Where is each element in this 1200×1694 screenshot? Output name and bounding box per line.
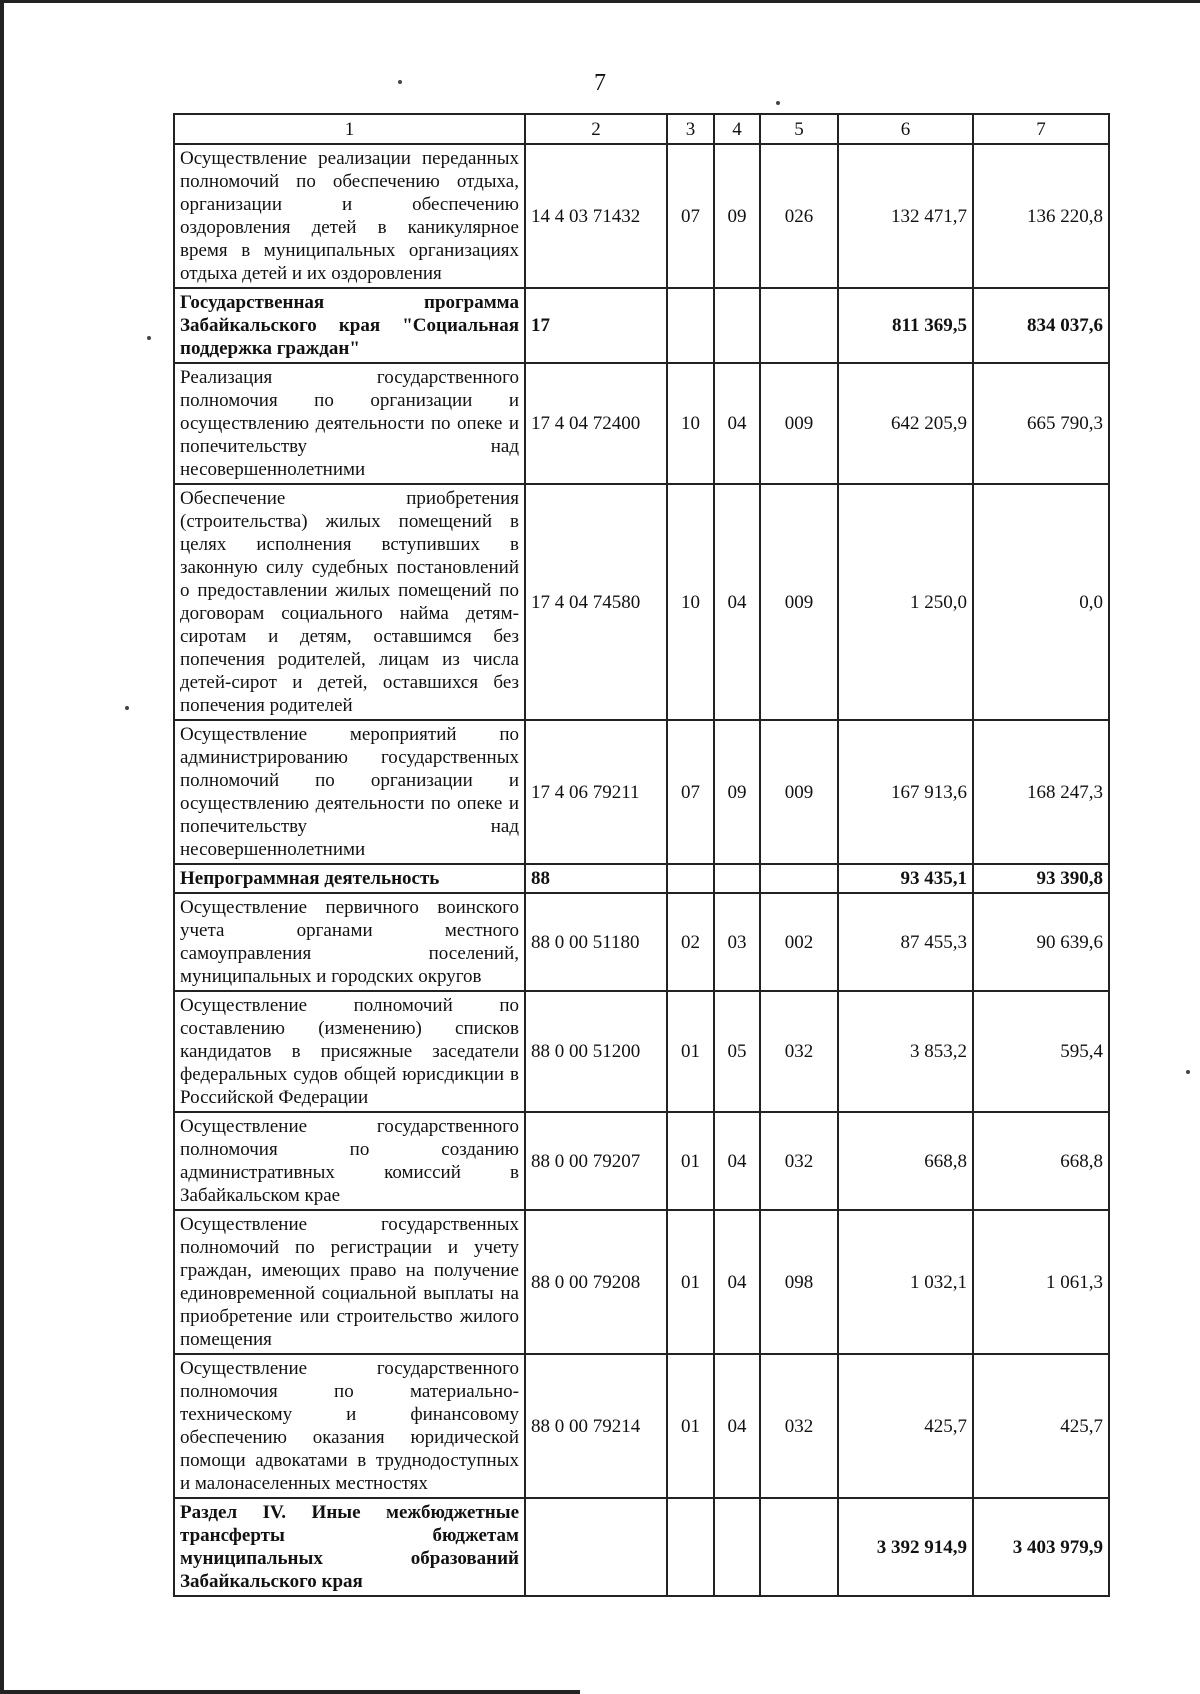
description-cell: Государственная программа Забайкальского края "Социальная поддержка граждан" — [174, 288, 525, 363]
description-cell: Обеспечение приобретения (строительства) жилых помещений в целях исполнения вступивших в законную силу судебных постановлений о предоставлении жилых помещений по договорам социального найма детям-сиротам и детям, оставшимся без попечения родителей, лицам из числа детей-сирот и детей, оставшихся без попечения родителей — [174, 484, 525, 720]
code-cell: 88 0 00 51180 — [525, 893, 667, 991]
description-cell: Реализация государственного полномочия по организации и осуществлению деятельности по опеке и попечительству над несовершеннолетними — [174, 363, 525, 484]
table-row — [174, 484, 1109, 720]
amount-year2-cell: 168 247,3 — [973, 720, 1109, 864]
subsection-cell: 04 — [714, 1112, 760, 1210]
table-row — [174, 144, 1109, 288]
expense-type-cell — [760, 1498, 838, 1596]
subsection-cell: 09 — [714, 720, 760, 864]
subsection-cell: 04 — [714, 1354, 760, 1498]
amount-year1-cell: 132 471,7 — [838, 144, 973, 288]
expense-type-cell: 032 — [760, 991, 838, 1112]
amount-year2-cell: 3 403 979,9 — [973, 1498, 1109, 1596]
table-row — [174, 720, 1109, 864]
section-cell: 01 — [667, 991, 714, 1112]
amount-year2-cell: 1 061,3 — [973, 1210, 1109, 1354]
subsection-cell: 04 — [714, 1210, 760, 1354]
amount-year1-cell: 425,7 — [838, 1354, 973, 1498]
amount-year2-cell: 668,8 — [973, 1112, 1109, 1210]
description-cell: Осуществление реализации переданных полномочий по обеспечению отдыха, организации и обеспечению оздоровления детей в каникулярное время в муниципальных организациях отдыха детей и их оздоровления — [174, 144, 525, 288]
code-cell: 88 0 00 79214 — [525, 1354, 667, 1498]
subsection-cell: 04 — [714, 363, 760, 484]
code-cell — [525, 1498, 667, 1596]
amount-year2-cell: 665 790,3 — [973, 363, 1109, 484]
header-cell: 5 — [760, 114, 838, 144]
scan-speck — [776, 101, 780, 105]
scan-border-top — [0, 0, 1200, 3]
subsection-cell — [714, 864, 760, 893]
header-cell: 2 — [525, 114, 667, 144]
header-cell: 6 — [838, 114, 973, 144]
section-cell — [667, 864, 714, 893]
amount-year1-cell: 642 205,9 — [838, 363, 973, 484]
header-cell: 7 — [973, 114, 1109, 144]
scan-speck — [125, 706, 129, 710]
code-cell: 17 4 04 72400 — [525, 363, 667, 484]
description-cell: Раздел IV. Иные межбюджетные трансферты бюджетам муниципальных образований Забайкальского края — [174, 1498, 525, 1596]
expense-type-cell: 009 — [760, 484, 838, 720]
code-cell: 17 4 06 79211 — [525, 720, 667, 864]
amount-year1-cell: 93 435,1 — [838, 864, 973, 893]
amount-year1-cell: 87 455,3 — [838, 893, 973, 991]
subsection-cell: 03 — [714, 893, 760, 991]
subsection-cell: 09 — [714, 144, 760, 288]
amount-year2-cell: 595,4 — [973, 991, 1109, 1112]
table-row — [174, 363, 1109, 484]
table-row — [174, 1210, 1109, 1354]
section-cell: 02 — [667, 893, 714, 991]
subsection-cell — [714, 288, 760, 363]
amount-year1-cell: 811 369,5 — [838, 288, 973, 363]
subsection-cell: 05 — [714, 991, 760, 1112]
section-cell — [667, 288, 714, 363]
description-cell: Осуществление мероприятий по администрированию государственных полномочий по организации и осуществлению деятельности по опеке и попечительству над несовершеннолетними — [174, 720, 525, 864]
scan-border-bottom — [0, 1690, 580, 1694]
section-cell: 10 — [667, 484, 714, 720]
table-row — [174, 991, 1109, 1112]
table-row — [174, 1354, 1109, 1498]
amount-year2-cell: 0,0 — [973, 484, 1109, 720]
expense-type-cell: 026 — [760, 144, 838, 288]
code-cell: 88 0 00 79207 — [525, 1112, 667, 1210]
amount-year1-cell: 3 392 914,9 — [838, 1498, 973, 1596]
table-header-row — [174, 114, 1109, 144]
expense-type-cell — [760, 288, 838, 363]
page-number: 7 — [594, 70, 606, 96]
scan-border-left — [0, 0, 4, 1694]
amount-year1-cell: 1 032,1 — [838, 1210, 973, 1354]
section-cell: 01 — [667, 1210, 714, 1354]
amount-year1-cell: 1 250,0 — [838, 484, 973, 720]
budget-table — [173, 113, 1110, 1597]
amount-year2-cell: 93 390,8 — [973, 864, 1109, 893]
description-cell: Осуществление государственного полномочия по созданию административных комиссий в Забайкальском крае — [174, 1112, 525, 1210]
header-cell: 4 — [714, 114, 760, 144]
section-cell: 10 — [667, 363, 714, 484]
subsection-cell — [714, 1498, 760, 1596]
section-cell: 01 — [667, 1354, 714, 1498]
subsection-cell: 04 — [714, 484, 760, 720]
code-cell: 88 0 00 51200 — [525, 991, 667, 1112]
expense-type-cell: 032 — [760, 1354, 838, 1498]
code-cell: 17 — [525, 288, 667, 363]
description-cell: Осуществление государственного полномочия по материально-техническому и финансовому обеспечению оказания юридической помощи адвокатами в труднодоступных и малонаселенных местностях — [174, 1354, 525, 1498]
header-cell: 1 — [174, 114, 525, 144]
amount-year2-cell: 90 639,6 — [973, 893, 1109, 991]
amount-year2-cell: 136 220,8 — [973, 144, 1109, 288]
scan-speck — [147, 336, 151, 340]
code-cell: 88 — [525, 864, 667, 893]
table-row — [174, 864, 1109, 893]
section-cell: 07 — [667, 144, 714, 288]
amount-year2-cell: 425,7 — [973, 1354, 1109, 1498]
table-row — [174, 893, 1109, 991]
expense-type-cell: 009 — [760, 363, 838, 484]
expense-type-cell — [760, 864, 838, 893]
expense-type-cell: 002 — [760, 893, 838, 991]
description-cell: Осуществление государственных полномочий по регистрации и учету граждан, имеющих право на получение единовременной социальной выплаты на приобретение или строительство жилого помещения — [174, 1210, 525, 1354]
table-row — [174, 1498, 1109, 1596]
section-cell: 07 — [667, 720, 714, 864]
scan-speck — [1186, 1070, 1190, 1074]
expense-type-cell: 032 — [760, 1112, 838, 1210]
amount-year1-cell: 668,8 — [838, 1112, 973, 1210]
description-cell: Непрограммная деятельность — [174, 864, 525, 893]
section-cell — [667, 1498, 714, 1596]
amount-year2-cell: 834 037,6 — [973, 288, 1109, 363]
code-cell: 17 4 04 74580 — [525, 484, 667, 720]
table-row — [174, 288, 1109, 363]
amount-year1-cell: 3 853,2 — [838, 991, 973, 1112]
header-cell: 3 — [667, 114, 714, 144]
expense-type-cell: 098 — [760, 1210, 838, 1354]
amount-year1-cell: 167 913,6 — [838, 720, 973, 864]
description-cell: Осуществление полномочий по составлению (изменению) списков кандидатов в присяжные заседатели федеральных судов общей юрисдикции в Российской Федерации — [174, 991, 525, 1112]
section-cell: 01 — [667, 1112, 714, 1210]
table-body — [174, 114, 1109, 1596]
code-cell: 88 0 00 79208 — [525, 1210, 667, 1354]
code-cell: 14 4 03 71432 — [525, 144, 667, 288]
expense-type-cell: 009 — [760, 720, 838, 864]
table-row — [174, 1112, 1109, 1210]
description-cell: Осуществление первичного воинского учета органами местного самоуправления поселений, муниципальных и городских округов — [174, 893, 525, 991]
